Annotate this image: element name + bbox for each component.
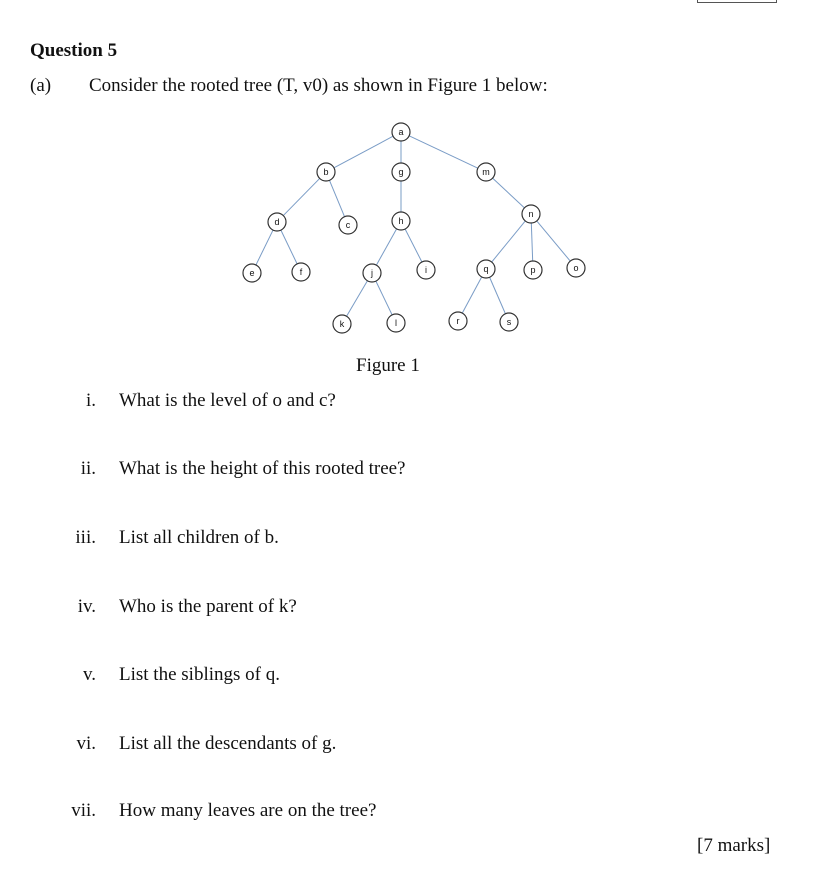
svg-text:a: a	[398, 127, 404, 137]
item-number: ii.	[80, 458, 96, 479]
tree-node-p	[524, 261, 542, 279]
svg-text:g: g	[398, 167, 404, 177]
tree-node-o	[567, 259, 585, 277]
tree-node-m	[477, 163, 495, 181]
svg-text:n: n	[528, 209, 534, 219]
tree-edge-b-c	[329, 180, 344, 216]
item-text: List all the descendants of g.	[119, 733, 337, 754]
svg-text:q: q	[483, 264, 489, 274]
tree-edge-a-m	[409, 136, 478, 168]
marks-label: [7 marks]	[697, 835, 771, 856]
tree-edge-n-q	[492, 221, 526, 262]
item-text: What is the level of o and c?	[119, 390, 336, 411]
svg-text:s: s	[506, 317, 512, 327]
tree-edge-q-s	[490, 277, 506, 313]
tree-node-i	[417, 261, 435, 279]
tree-node-e	[243, 264, 261, 282]
svg-text:i: i	[425, 265, 427, 275]
tree-node-h	[392, 212, 410, 230]
item-number: iii.	[75, 527, 96, 548]
item-number: i.	[85, 390, 96, 411]
item-text: Who is the parent of k?	[119, 596, 297, 617]
svg-text:b: b	[323, 167, 329, 177]
tree-edge-h-j	[376, 229, 396, 265]
tree-edge-q-r	[462, 277, 481, 313]
tree-node-r	[449, 312, 467, 330]
svg-text:h: h	[398, 216, 404, 226]
tree-node-a	[392, 123, 410, 141]
tree-edge-j-k	[347, 281, 368, 316]
question-intro: Consider the rooted tree (T, v0) as shown in Figure 1 below:	[89, 75, 548, 96]
tree-node-k	[333, 315, 351, 333]
figure-caption: Figure 1	[356, 355, 420, 376]
tree-node-g	[392, 163, 410, 181]
item-number: iv.	[77, 596, 96, 617]
tree-node-c	[339, 216, 357, 234]
tree-node-s	[500, 313, 518, 331]
svg-text:m: m	[482, 167, 490, 177]
tree-node-n	[522, 205, 540, 223]
svg-text:c: c	[345, 220, 351, 230]
tree-node-l	[387, 314, 405, 332]
svg-text:o: o	[573, 263, 579, 273]
tree-figure	[210, 105, 595, 345]
svg-text:e: e	[249, 268, 255, 278]
svg-text:l: l	[395, 318, 397, 328]
header-bracket	[697, 0, 777, 3]
tree-node-d	[268, 213, 286, 231]
svg-text:f: f	[299, 267, 303, 277]
item-text: List all children of b.	[119, 527, 279, 548]
tree-node-q	[477, 260, 495, 278]
part-label: (a)	[30, 75, 52, 96]
svg-text:d: d	[274, 217, 280, 227]
tree-node-f	[292, 263, 310, 281]
svg-text:k: k	[339, 319, 345, 329]
tree-edge-n-p	[531, 223, 532, 261]
item-text: How many leaves are on the tree?	[119, 800, 377, 821]
item-number: vi.	[76, 733, 96, 754]
tree-edge-b-d	[283, 178, 319, 215]
tree-node-b	[317, 163, 335, 181]
tree-edge-d-e	[256, 230, 273, 265]
svg-text:r: r	[456, 316, 460, 326]
svg-text:p: p	[530, 265, 536, 275]
item-text: What is the height of this rooted tree?	[119, 458, 406, 479]
tree-edge-h-i	[405, 229, 422, 262]
tree-edge-n-o	[537, 221, 570, 261]
item-number: vii.	[71, 800, 96, 821]
question-title: Question 5	[30, 40, 118, 61]
tree-edge-d-f	[281, 230, 297, 264]
tree-node-j	[363, 264, 381, 282]
svg-text:j: j	[371, 268, 373, 278]
item-number: v.	[82, 664, 96, 685]
tree-edge-j-l	[376, 281, 392, 315]
item-text: List the siblings of q.	[119, 664, 280, 685]
tree-edge-a-b	[334, 136, 393, 168]
tree-edge-m-n	[493, 178, 525, 208]
